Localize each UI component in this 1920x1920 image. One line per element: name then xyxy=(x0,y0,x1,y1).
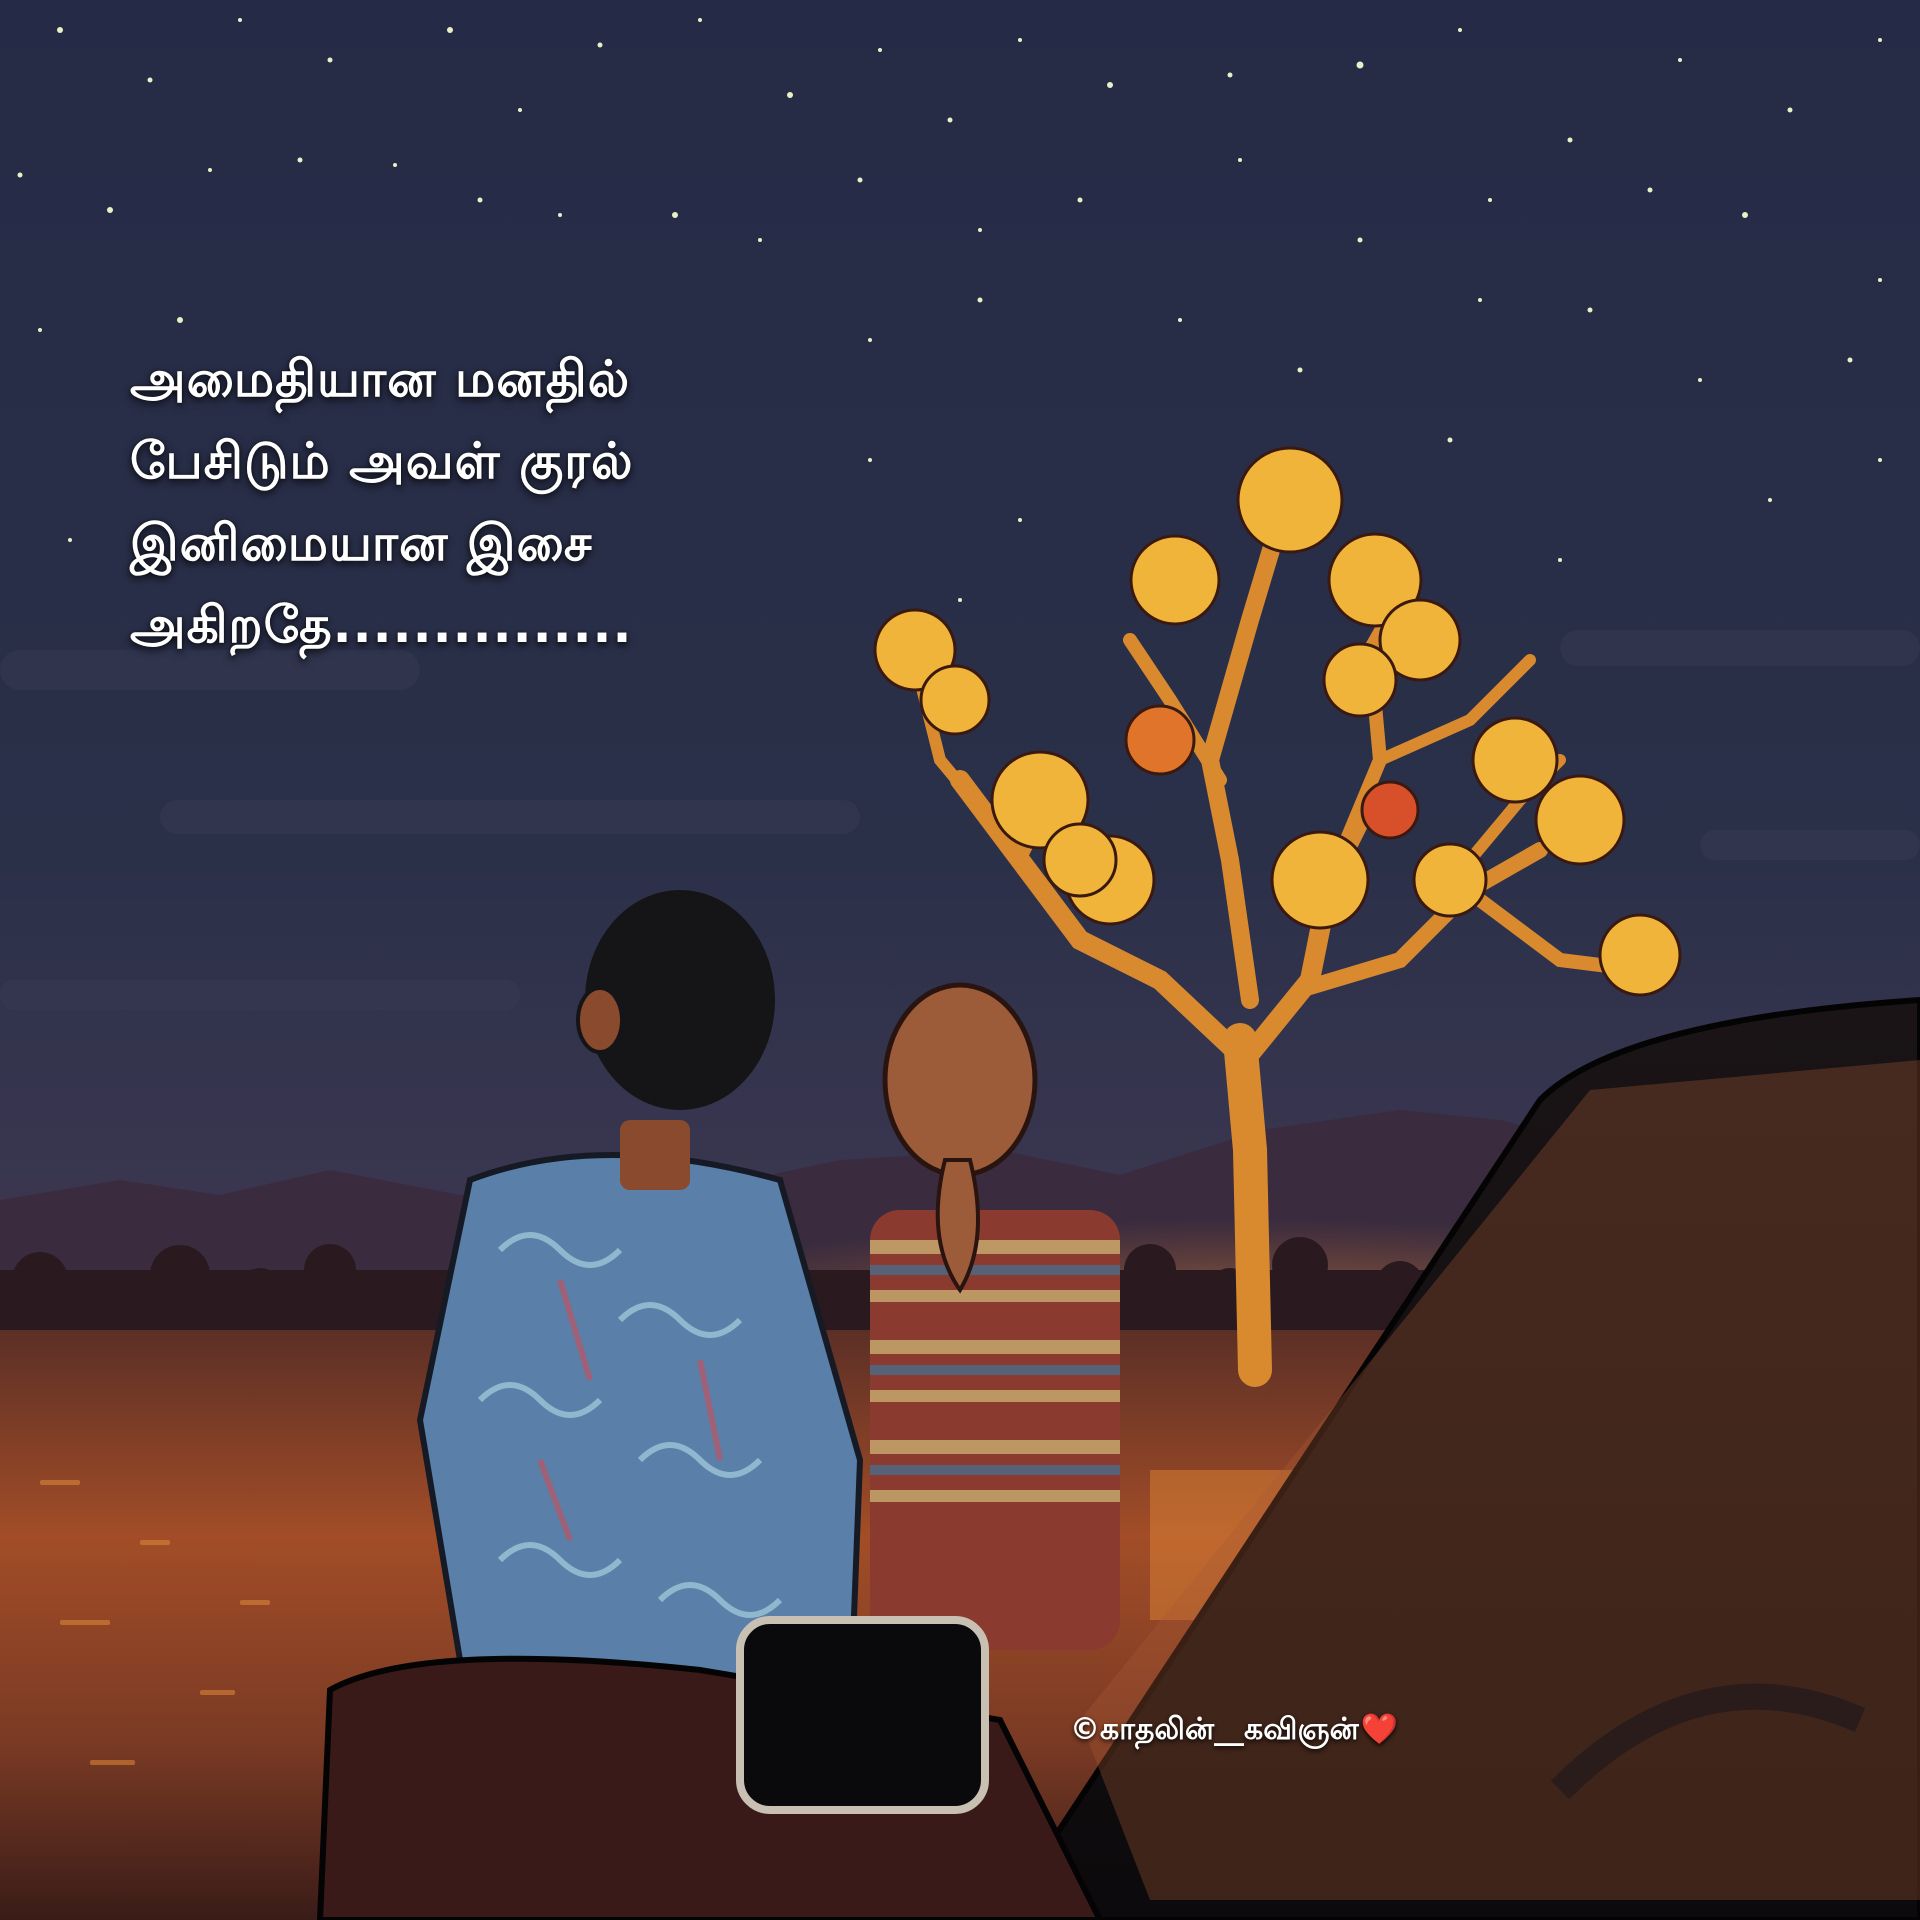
side-mirror xyxy=(740,1620,985,1810)
poem-line-1: அமைதியான மனதில் xyxy=(130,350,631,408)
author-watermark xyxy=(1070,1712,1398,1751)
heart-icon: ❤️ xyxy=(1360,1712,1399,1747)
poem-text xyxy=(130,338,1030,666)
author-handle: ©காதலின்__கவிஞன் xyxy=(1070,1712,1359,1747)
poem-line-3: இனிமையான இசை xyxy=(130,514,593,572)
poem-line-4: அகிறதே............... xyxy=(130,596,633,654)
poem-line-2: பேசிடும் அவள் குரல் xyxy=(130,432,634,490)
